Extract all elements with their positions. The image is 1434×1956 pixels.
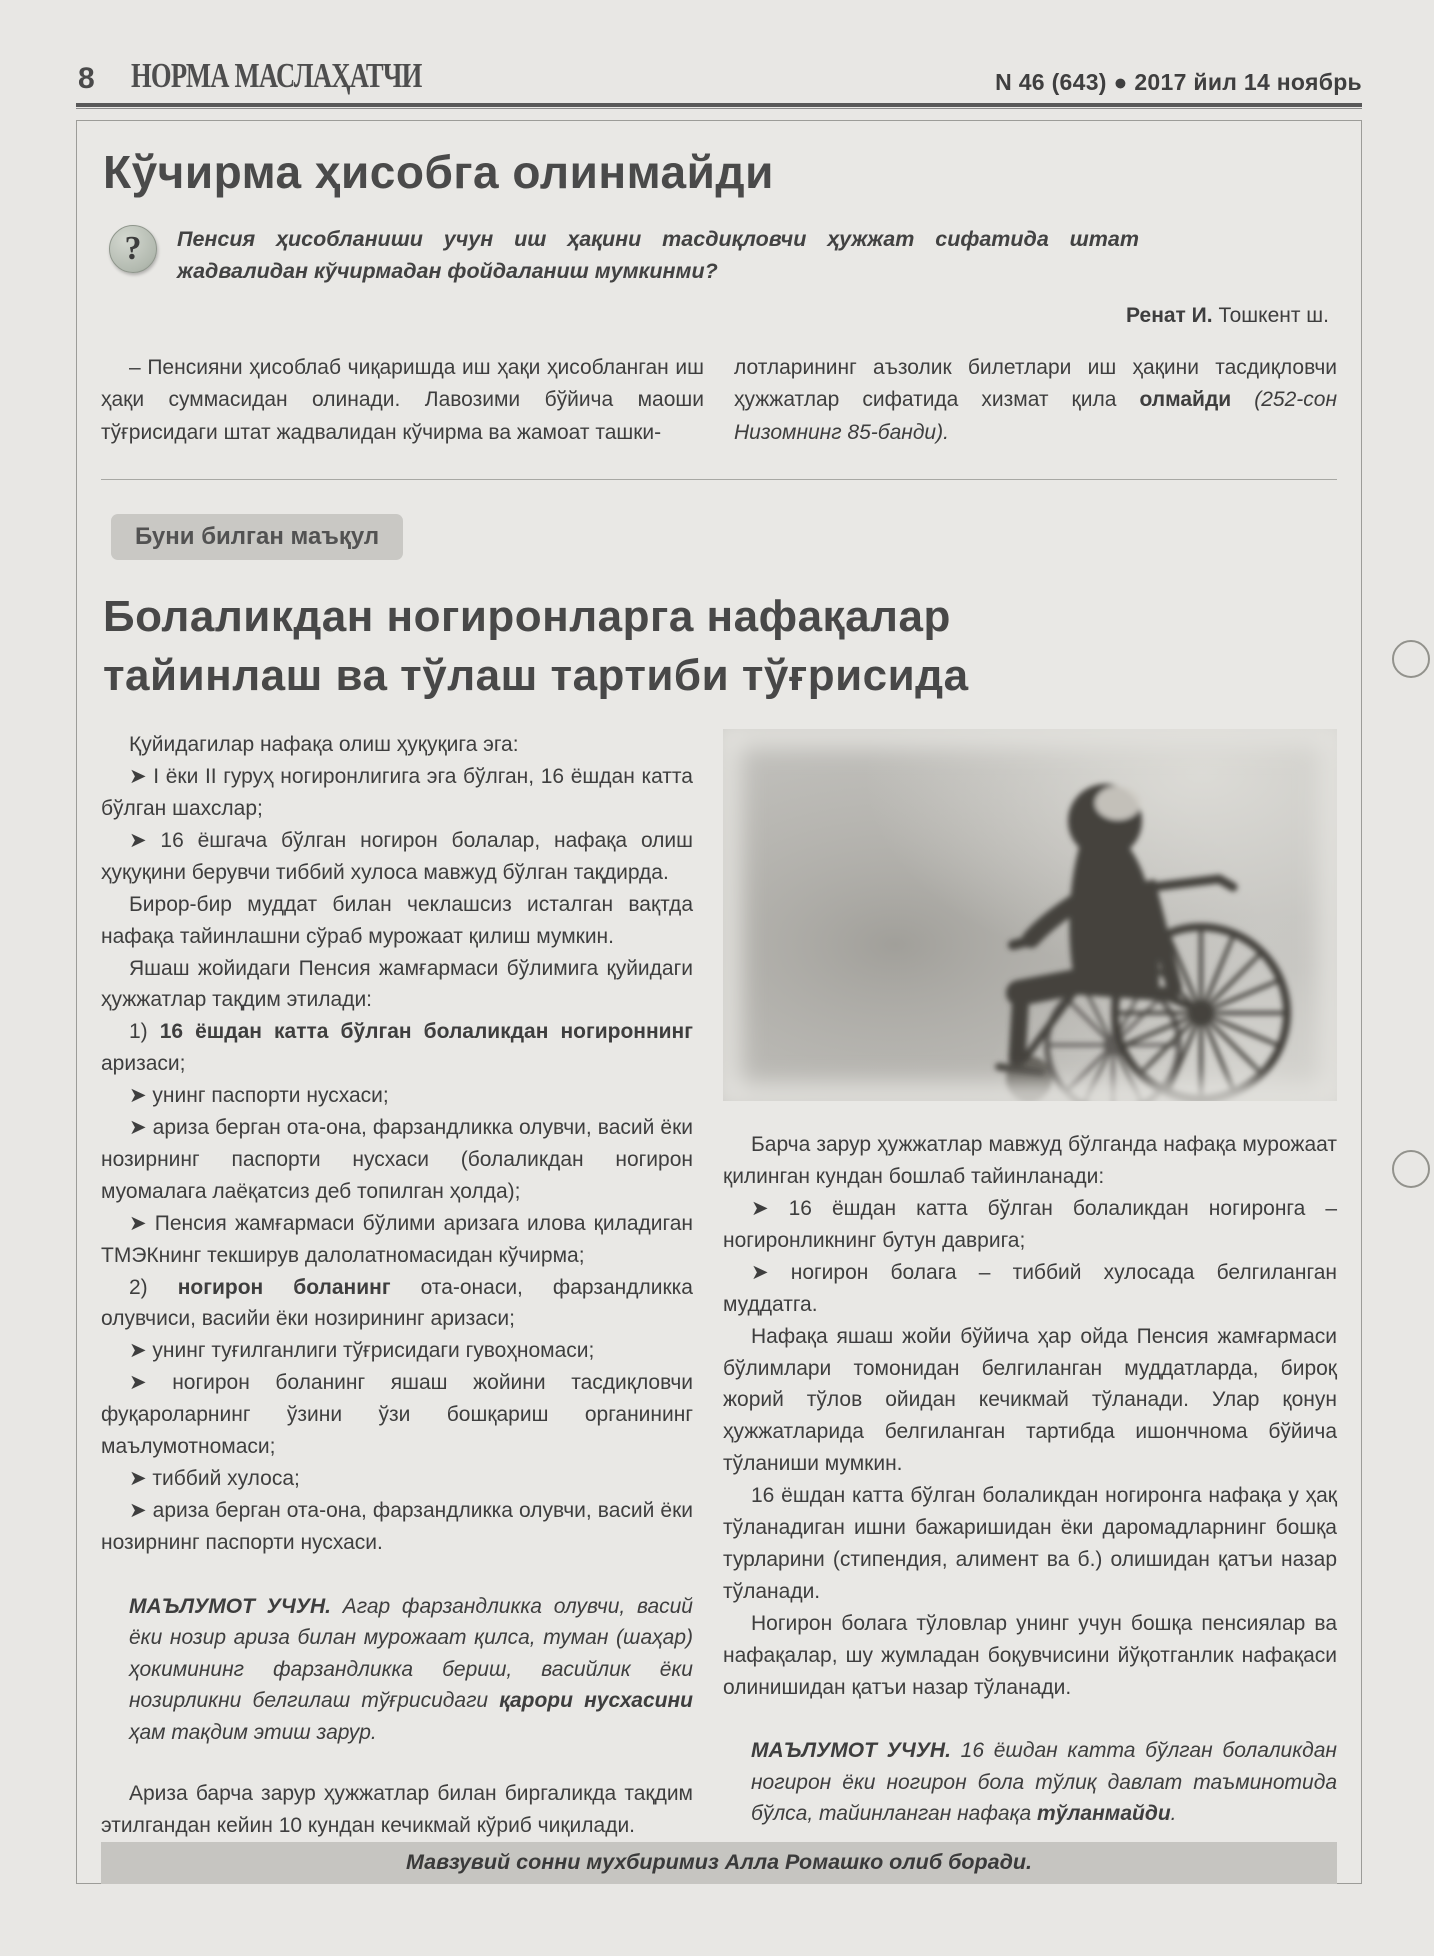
- question-attribution: [101, 304, 1329, 328]
- content-box: [76, 120, 1362, 1884]
- body-paragraph: Барча зарур ҳужжатлар мавжуд бўлганда нафақа мурожаат қилинган кундан бошлаб тайинланади:: [723, 1133, 1337, 1189]
- question-row: [109, 223, 1139, 288]
- header-rule: [76, 103, 1362, 109]
- body-paragraph: Бирор-бир муддат билан чеклашсиз исталган вақтда нафақа тайинлашни сўраб мурожаат қилиш мумкин.: [101, 892, 693, 948]
- body-paragraph: ➤ 16 ёшдан катта бўлган болаликдан ногиронга – ногиронликнинг бутун даврига;: [723, 1196, 1337, 1252]
- body-paragraph: ➤ Пенсия жамғармаси бўлими аризага илова қиладиган ТМЭКнинг текширув далолатномасидан кўчирма;: [101, 1211, 693, 1267]
- body-paragraph: Яшаш жойидаги Пенсия жамғармаси бўлимига қуйидаги ҳужжатлар тақдим этилади:: [101, 956, 693, 1012]
- punch-hole-ring: [1392, 640, 1430, 678]
- wheelchair-photo: [723, 729, 1337, 1101]
- body-paragraph: ➤ унинг туғилганлиги тўғрисидаги гувоҳномаси;: [129, 1339, 595, 1363]
- asker-name: Ренат И.: [1126, 303, 1213, 327]
- page-header: [78, 56, 1362, 96]
- punch-hole-ring: [1392, 1150, 1430, 1188]
- body-paragraph: 2) ногирон боланинг ота-онаси, фарзандликка олувчиси, васийи ёки нозирининг аризаси;: [101, 1275, 693, 1331]
- question-mark-icon: ?: [109, 225, 157, 273]
- body-paragraph: ➤ ногирон боланинг яшаш жойини тасдиқловчи фуқароларнинг ўзини ўзи бошқариш органининг маълумотномаси;: [101, 1371, 693, 1459]
- article2-right-column: [723, 729, 1337, 1842]
- article1-answer: [101, 352, 1337, 450]
- question-text: Пенсия ҳисобланиши учун иш ҳақини тасдиқловчи ҳужжат сифатида штат жадвалидан кўчирмадан фойдаланиш мумкинми?: [177, 227, 1139, 284]
- info-note: МАЪЛУМОТ УЧУН. 16 ёшдан катта бўлган болаликдан ногирон ёки ногирон бола тўлиқ давлат таъминотида бўлса, тайинланган нафақа тўланмайди.: [751, 1739, 1337, 1826]
- page-number: 8: [78, 62, 95, 95]
- body-paragraph: Нафақа яшаш жойи бўйича ҳар ойда Пенсия жамғармаси бўлимлари томонидан белгиланган муддатларда, бироқ жорий тўлов ойидан кечикмай тўланади. Улар қонун ҳужжатларида белгиланган тартибда ишончнома бўйича тўланиши мумкин.: [723, 1324, 1337, 1476]
- answer-column-2: лотларининг аъзолик билетлари иш ҳақини тасдиқловчи ҳужжатлар сифатида хизмат қила олмайди (252-сон Низомнинг 85-банди).: [734, 355, 1337, 444]
- body-paragraph: ➤ ариза берган ота-она, фарзандликка олувчи, васий ёки нозирнинг паспорти нусхаси.: [101, 1498, 693, 1554]
- body-paragraph: 1) 16 ёшдан катта бўлган болаликдан ногироннинг аризаси;: [101, 1020, 693, 1076]
- body-paragraph: ➤ ариза берган ота-она, фарзандликка олувчи, васий ёки нозирнинг паспорти нусхаси (болаликдан ногирон муомалага лаёқатсиз деб топилган ҳолда);: [101, 1116, 693, 1203]
- section-badge: Буни билган маъқул: [111, 514, 403, 560]
- masthead-title: НОРМА МАСЛАҲАТЧИ: [130, 56, 422, 95]
- body-paragraph: ➤ тиббий хулоса;: [129, 1467, 300, 1491]
- footer-byline: Мавзувий сонни мухбиримиз Алла Ромашко олиб боради.: [101, 1842, 1337, 1884]
- body-paragraph: Қуйидагилар нафақа олиш ҳуқуқига эга:: [129, 733, 519, 757]
- body-paragraph: 16 ёшдан катта бўлган болаликдан ногиронга нафақа у ҳақ тўланадиган ишни бажаришидан ёки даромадларнинг бошқа турларини (стипендия, алимент ва б.) олишидан қатъи назар тўланади.: [723, 1484, 1337, 1603]
- body-paragraph: ➤ унинг паспорти нусхаси;: [129, 1084, 389, 1108]
- section-divider: [101, 479, 1337, 480]
- article2-body: [101, 729, 1337, 1842]
- body-paragraph: Ариза барча зарур ҳужжатлар билан биргаликда тақдим этилгандан кейин 10 кундан кечикмай кўриб чиқилади.: [101, 1782, 693, 1838]
- article2-left-column: [101, 729, 693, 1842]
- answer-column-1: – Пенсияни ҳисоблаб чиқаришда иш ҳақи ҳисобланган иш ҳақи суммасидан олинади. Лавозими бўйича маоши тўғрисидаги штат жадвалидан кўчирма ва жамоат ташки-: [101, 355, 704, 444]
- asker-city: Тошкент ш.: [1212, 303, 1329, 327]
- article1-title: Кўчирма ҳисобга олинмайди: [103, 146, 774, 198]
- info-note: МАЪЛУМОТ УЧУН. Агар фарзандликка олувчи, васий ёки нозир ариза билан мурожаат қилса, туман (шаҳар) ҳокимининг фарзандликка бериш, васийлик ёки нозирликни белгилаш тўғрисидаги қарори нусхасини ҳам тақдим этиш зарур.: [129, 1594, 693, 1744]
- body-paragraph: ➤ 16 ёшгача бўлган ногирон болалар, нафақа олиш ҳуқуқини берувчи тиббий хулоса мавжуд бўлган тақдирда.: [101, 828, 693, 884]
- body-paragraph: ➤ ногирон болага – тиббий хулосада белгиланган муддатга.: [723, 1260, 1337, 1316]
- body-paragraph: ➤ I ёки II гуруҳ ногиронлигига эга бўлган, 16 ёшдан катта бўлган шахслар;: [101, 765, 693, 820]
- article2-title: Болаликдан ногиронларга нафақалар тайинлаш ва тўлаш тартиби тўғрисида: [103, 592, 969, 700]
- body-paragraph: Ногирон болага тўловлар унинг учун бошқа пенсиялар ва нафақалар, шу жумладан боқувчисини йўқотганлик нафақаси олинишидан қатъи назар тўланади.: [723, 1611, 1337, 1699]
- issue-info: N 46 (643) ● 2017 йил 14 ноябрь: [995, 69, 1362, 95]
